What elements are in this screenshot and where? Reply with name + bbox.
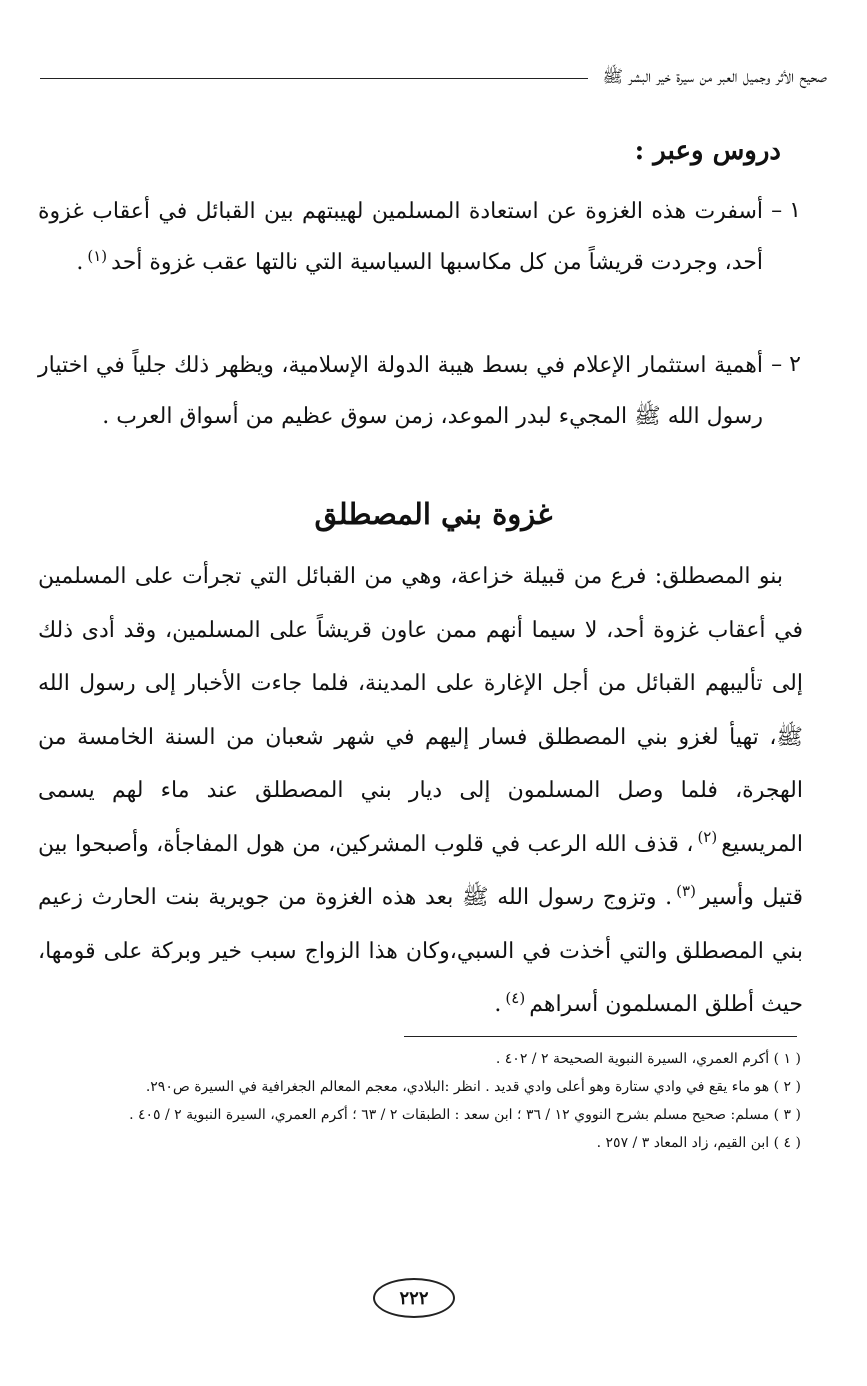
footnote-4: ( ٤ ) ابن القيم، زاد المعاد ٣ / ٢٥٧ . (596, 1135, 801, 1151)
lesson-text: أهمية استثمار الإعلام في بسط هيبة الدولة الإسلامية، ويظهر ذلك جلياً في اختيار رسول الله ﷺ المجيء لبدر الموعد، زمن سوق عظيم من أسواق العرب . (38, 353, 763, 429)
page-number: ٢٢٢ (399, 1287, 429, 1309)
lesson-number: ١ – (771, 198, 801, 223)
footnote-reference[interactable]: (١) (87, 246, 108, 265)
chapter-paragraph: بنو المصطلق: فرع من قبيلة خزاعة، وهي من القبائل التي تجرأت على المسلمين في أعقاب غزوة أحد، لا سيما أنهم ممن عاون قريشاً على المسلمين، وقد أدى ذلك إلى تأليبهم القبائل من أجل الإغارة على المدينة، فلما جاءت الأخبار إلى رسول الله ﷺ، تهيأ لغزو بني المصطلق فسار إليهم في شهر شعبان من السنة الخامسة من الهجرة، فلما وصل المسلمون إلى ديار بني المصطلق عند ماء لهم يسمى المريسيع$^{(٢)}$، قذف الله الرعب في قلوب المشركين، من هول المفاجأة، وأصبحوا بين قتيل وأسير$^{(٣)}$. وتزوج رسول الله ﷺ بعد هذه الغزوة من جويرية بنت الحارث زعيم بني المصطلق والتي أخذت في السبي،وكان هذا الزواج سبب خير وبركة على قومها، حيث أطلق المسلمون أسراهم$^{(٤)}$. (38, 564, 803, 1017)
footnote-separator (404, 1036, 797, 1037)
lesson-item-1 (38, 186, 801, 288)
footnote-reference[interactable]: (٢) (697, 828, 718, 847)
footnote-1: ( ١ ) أكرم العمري، السيرة النبوية الصحيحة ٢ / ٤٠٢ . (495, 1051, 801, 1067)
footnote-reference[interactable]: (٤) (505, 988, 526, 1007)
lessons-heading: دروس وعبر : (634, 136, 781, 166)
lesson-item-2 (38, 340, 801, 442)
running-header (40, 62, 827, 94)
lesson-text: أسفرت هذه الغزوة عن استعادة المسلمين لهيبتهم بين القبائل في أعقاب غزوة أحد، وجردت قريشاً من كل مكاسبها السياسية التي نالتها عقب غزوة أحد$^{(١)}$. (38, 199, 763, 275)
header-rule (40, 78, 588, 79)
footnote-2: ( ٢ ) هو ماء يقع في وادي ستارة وهو أعلى وادي قديد . انظر :البلادي، معجم المعالم الجغرافية في السيرة ص٢٩٠. (145, 1079, 801, 1095)
chapter-title: غزوة بني المصطلق (314, 497, 553, 531)
lesson-number: ٢ – (771, 352, 801, 377)
footnotes (38, 1046, 801, 1158)
footnote-reference[interactable]: (٣) (676, 881, 696, 900)
page-number-badge (373, 1278, 455, 1318)
footnote-3: ( ٣ ) مسلم: صحيح مسلم بشرح النووي ١٢ / ٣٦ ؛ ابن سعد : الطبقات ٢ / ٦٣ ؛ أكرم العمري، السيرة النبوية ٢ / ٤٠٥ . (129, 1107, 801, 1123)
header-title: صحيح الأثر وجميل العبر من سيرة خير البشر ﷺ (602, 66, 827, 87)
